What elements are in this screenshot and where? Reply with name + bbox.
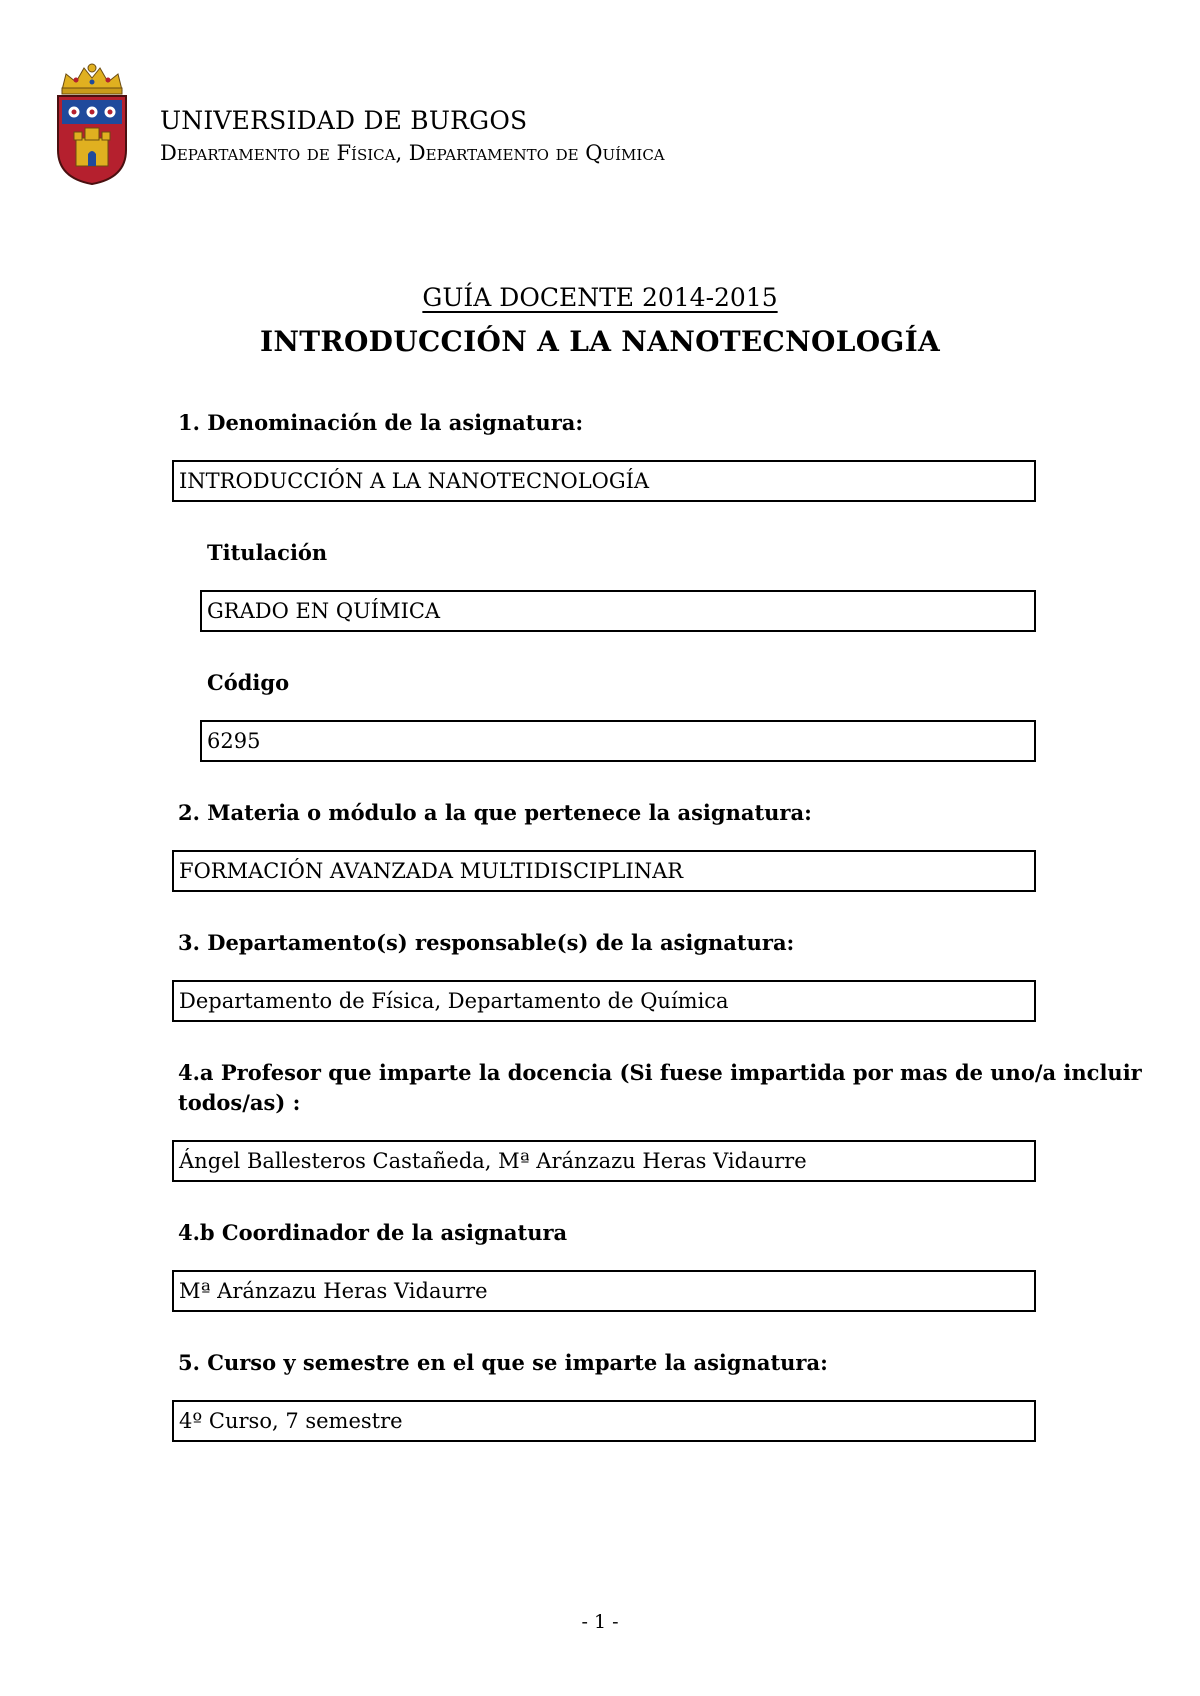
section-profesor-label: 4.a Profesor que imparte la docencia (Si fuese impartida por mas de uno/a incluir — [178, 1060, 1142, 1085]
section-profesor-label-cont: todos/as) : — [178, 1090, 301, 1115]
section-denominacion-value: INTRODUCCIÓN A LA NANOTECNOLOGÍA — [172, 460, 1036, 502]
section-curso-label: 5. Curso y semestre en el que se imparte la asignatura: — [178, 1350, 828, 1375]
section-denominacion-label: 1. Denominación de la asignatura: — [178, 410, 584, 435]
guide-title: GUÍA DOCENTE 2014-2015 — [422, 283, 778, 312]
section-departamento-value: Departamento de Física, Departamento de Química — [172, 980, 1036, 1022]
section-coordinador-label: 4.b Coordinador de la asignatura — [178, 1220, 568, 1245]
section-departamento-label: 3. Departamento(s) responsable(s) de la asignatura: — [178, 930, 795, 955]
section-codigo-value: 6295 — [200, 720, 1036, 762]
university-name: UNIVERSIDAD DE BURGOS — [160, 106, 528, 135]
section-titulacion-label: Titulación — [207, 540, 328, 565]
section-codigo-label: Código — [207, 670, 290, 695]
section-coordinador-value: Mª Aránzazu Heras Vidaurre — [172, 1270, 1036, 1312]
section-curso-value: 4º Curso, 7 semestre — [172, 1400, 1036, 1442]
department-names: Departamento de Física, Departamento de Química — [160, 141, 665, 165]
section-titulacion-value: GRADO EN QUÍMICA — [200, 590, 1036, 632]
university-crest-icon — [52, 62, 132, 186]
section-materia-label: 2. Materia o módulo a la que pertenece la asignatura: — [178, 800, 812, 825]
section-profesor-value: Ángel Ballesteros Castañeda, Mª Aránzazu Heras Vidaurre — [172, 1140, 1036, 1182]
page-number: - 1 - — [581, 1611, 619, 1633]
section-materia-value: FORMACIÓN AVANZADA MULTIDISCIPLINAR — [172, 850, 1036, 892]
course-title: INTRODUCCIÓN A LA NANOTECNOLOGÍA — [259, 325, 941, 358]
